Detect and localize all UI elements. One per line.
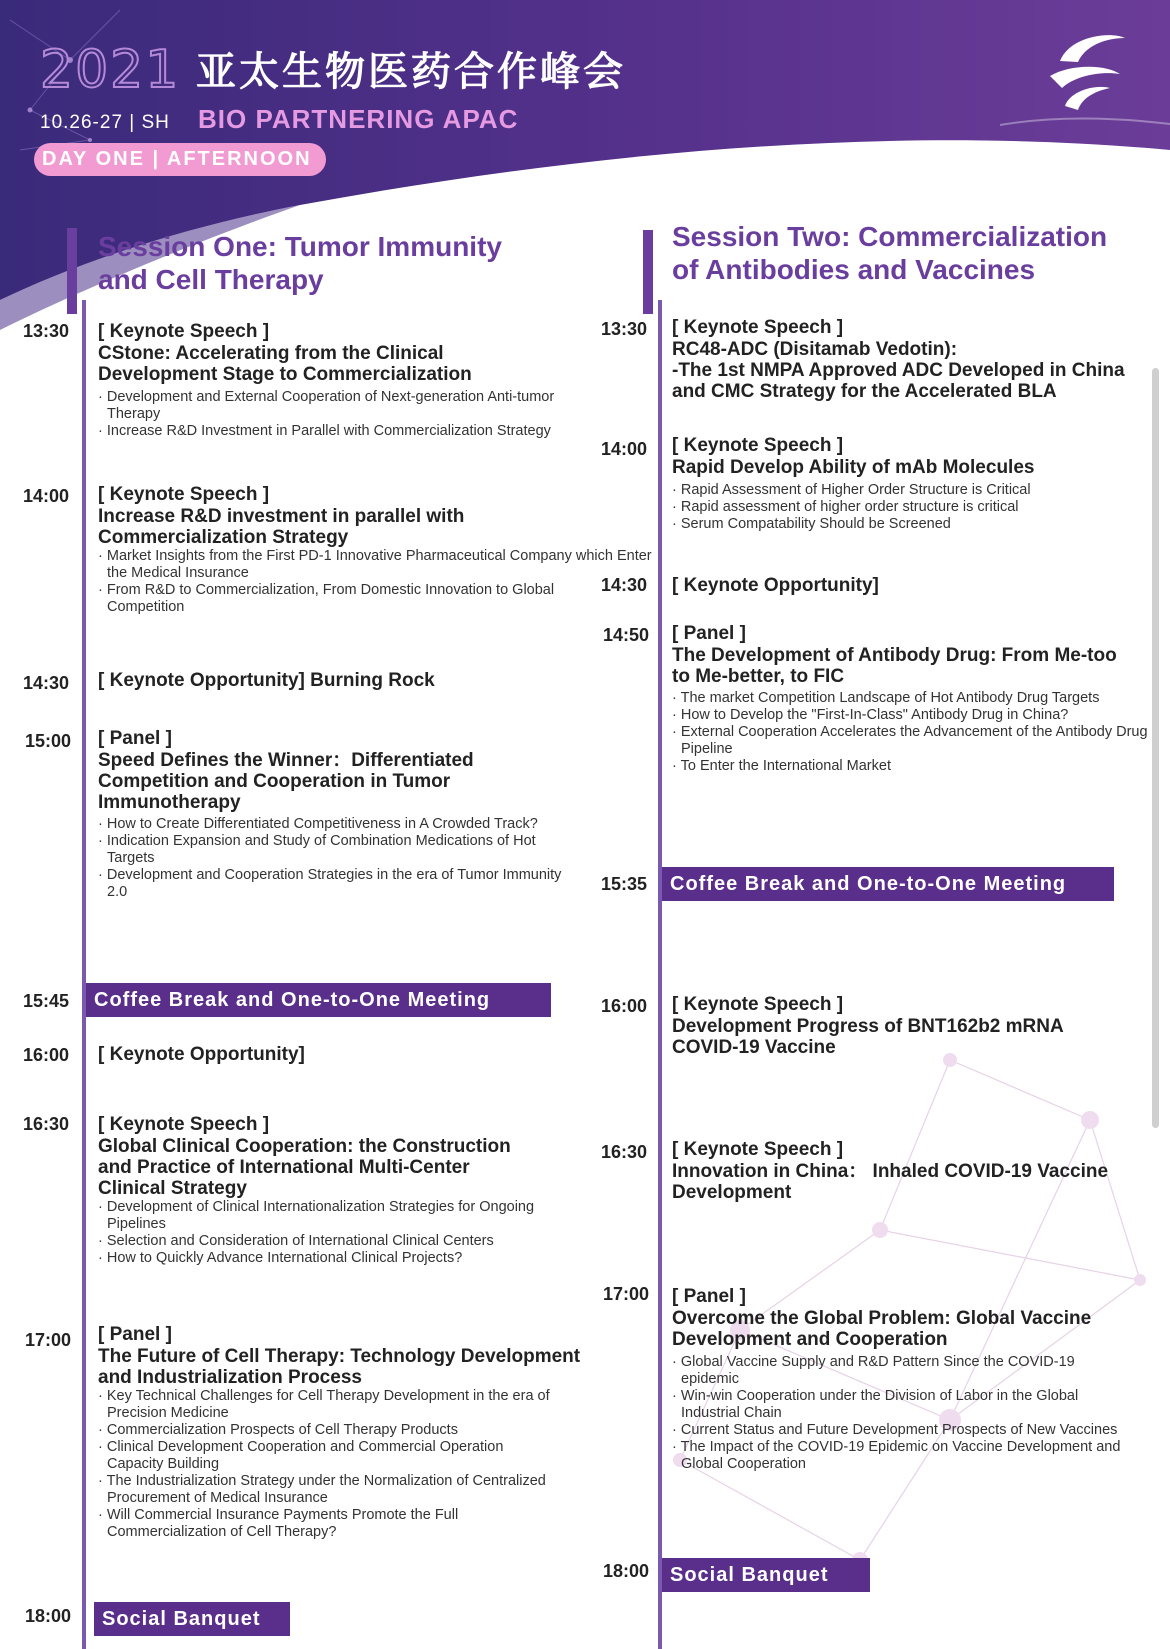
session-one-time-1630: 16:30 — [23, 1114, 70, 1134]
session-two-item-keynote-opportunity: [ Keynote Opportunity] — [672, 575, 879, 596]
session-one-timeline — [82, 300, 86, 1649]
session-one-item-keynote-cstone: [ Keynote Speech ] CStone: Accelerating from the Clinical Development Stage to Commercialization · Development and External Cooperation of Next-generation Anti-tumor Therapy · Increase R&D Investment in Parallel with Commercialization Strategy — [98, 321, 598, 440]
vertical-scrollbar[interactable] — [1152, 368, 1159, 1128]
session-one-time-1430: 14:30 — [23, 673, 70, 693]
session-one-coffee-break-band: Coffee Break and One-to-One Meeting — [86, 983, 551, 1017]
session-one-title-bar — [67, 228, 77, 314]
session-two-time-1535: 15:35 — [601, 874, 648, 894]
session-two-item-keynote-rc48: [ Keynote Speech ] RC48-ADC (Disitamab Vedotin): -The 1st NMPA Approved ADC Developed in China and CMC Strategy for the Accelerated BLA — [672, 317, 1125, 402]
session-two-title-bar — [643, 230, 653, 314]
session-two-time-1600: 16:00 — [601, 996, 648, 1016]
session-one-time-1500: 15:00 — [25, 731, 72, 751]
session-one-time-1700: 17:00 — [25, 1330, 72, 1350]
session-two-time-1450: 14:50 — [603, 625, 650, 645]
session-one-item-panel-speed: [ Panel ] Speed Defines the Winner：Differentiated Competition and Cooperation in Tumor Immunotherapy · How to Create Differentiated Competitiveness in A Crowded Track? · Indication Expansion and Study of Combination Medications of Hot Targets · Development and Cooperation Strategies in the era of Tumor Immunity 2.0 — [98, 728, 598, 901]
session-two-time-1630: 16:30 — [601, 1142, 648, 1162]
session-two-time-1430: 14:30 — [601, 575, 648, 595]
event-title-english: BIO PARTNERING APAC — [198, 104, 519, 134]
session-two-time-1400: 14:00 — [601, 439, 648, 459]
session-two-item-panel-global-vaccine: [ Panel ] Overcome the Global Problem: Global Vaccine Development and Cooperation · Global Vaccine Supply and R&D Pattern Since the COVID-19 epidemic · Win-win Cooperation under the Division of Labor in the Global Industrial Chain · Current Status and Future Development Prospects of New Vaccines · The Impact of the COVID-19 Epidemic on Vaccine Development and Global Cooperation — [672, 1286, 1162, 1473]
session-two-title: Session Two: Commercialization of Antibodies and Vaccines — [672, 221, 1108, 285]
session-one-social-banquet-band: Social Banquet — [94, 1602, 290, 1636]
swirl-logo-icon — [1040, 26, 1130, 116]
session-one-title: Session One: Tumor Immunity and Cell Therapy — [98, 231, 502, 295]
session-two-item-panel-antibody: [ Panel ] The Development of Antibody Drug: From Me-too to Me-better, to FIC · The market Competition Landscape of Hot Antibody Drug Targets · How to Develop the "First-In-Class" Antibody Drug in China? · External Cooperation Accelerates the Advancement of the Antibody Drug Pipeline · To Enter the International Market — [672, 623, 1162, 775]
session-one-item-keynote-global-clinical: [ Keynote Speech ] Global Clinical Cooperation: the Construction and Practice of International Multi-Center Clinical Strategy · Development of Clinical Internationalization Strategies for Ongoing Pipelines · Selection and Consideration of International Clinical Centers · How to Quickly Advance International Clinical Projects? — [98, 1114, 598, 1267]
session-one-time-1600: 16:00 — [23, 1045, 70, 1065]
session-two-item-keynote-bnt162b2: [ Keynote Speech ] Development Progress of BNT162b2 mRNA COVID-19 Vaccine — [672, 994, 1064, 1058]
session-two-time-1800: 18:00 — [603, 1561, 650, 1581]
session-one-item-keynote-rnd: [ Keynote Speech ] Increase R&D investment in parallel with Commercialization Strategy · Market Insights from the First PD-1 Innovative Pharmaceutical Company which Enter the Medical Insurance · From R&D to Commercialization, From Domestic Innovation to Global Competition — [98, 484, 658, 616]
session-one-time-1400: 14:00 — [23, 486, 70, 506]
session-one-item-keynote-opportunity: [ Keynote Opportunity] — [98, 1044, 305, 1065]
session-one-time-1545: 15:45 — [23, 991, 70, 1011]
session-two-time-1700: 17:00 — [603, 1284, 650, 1304]
session-one-time-1330: 13:30 — [23, 321, 70, 341]
event-title-chinese: 亚太生物医药合作峰会 — [196, 49, 626, 95]
day-label-badge: DAY ONE | AFTERNOON — [34, 143, 326, 176]
session-two-coffee-break-band: Coffee Break and One-to-One Meeting — [662, 867, 1114, 901]
session-two-item-keynote-inhaled-vaccine: [ Keynote Speech ] Innovation in China： Inhaled COVID-19 Vaccine Development — [672, 1139, 1109, 1203]
session-one-item-keynote-opportunity-burning-rock: [ Keynote Opportunity] Burning Rock — [98, 670, 435, 691]
session-one-time-1800: 18:00 — [25, 1606, 72, 1626]
session-two-time-1330: 13:30 — [601, 319, 648, 339]
event-date: 10.26-27 | SH — [40, 112, 170, 133]
event-year: 2021 — [40, 40, 181, 100]
session-two-item-keynote-mab: [ Keynote Speech ] Rapid Develop Ability of mAb Molecules · Rapid Assessment of Higher Order Structure is Critical · Rapid assessment of higher order structure is critical · Serum Compatability Should be Screened — [672, 435, 1152, 533]
session-two-social-banquet-band: Social Banquet — [662, 1558, 870, 1592]
session-two-timeline — [658, 300, 662, 1649]
session-one-item-panel-cell-therapy: [ Panel ] The Future of Cell Therapy: Technology Development and Industrialization Process · Key Technical Challenges for Cell Therapy Development in the era of Precision Medicine · Commercialization Prospects of Cell Therapy Products · Clinical Development Cooperation and Commercial Operation Capacity Building · The Industrialization Strategy under the Normalization of Centralized Procurement of Medical Insurance · Will Commercial Insurance Payments Promote the Full Commercialization of Cell Therapy? — [98, 1324, 603, 1541]
